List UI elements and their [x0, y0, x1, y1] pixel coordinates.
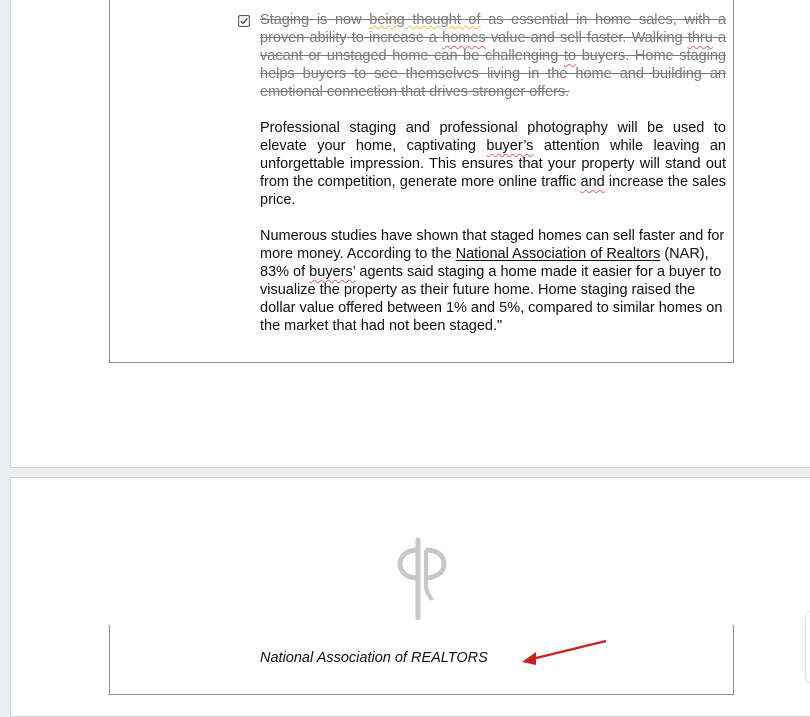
text-run: buyers. Home staging helps buyers to see themselves living in the home and building an emotional connection that drives stronger offers.: [260, 48, 726, 100]
spellcheck-flagged-word: to: [563, 48, 577, 64]
side-panel-handle[interactable]: [806, 612, 810, 682]
text-run: Numerous studies have shown that staged homes can sell faster and for more money. According to the: [260, 228, 725, 262]
red-arrow-annotation: [516, 638, 611, 668]
text-run: increase the sales price.: [260, 174, 727, 208]
text-run: attention while leaving an unforgettable impression. This ensures that your property will stand out from the competition, generate more online traffic: [260, 138, 726, 190]
spellcheck-flagged-word: buyer’s: [486, 138, 534, 154]
text-run: agents said staging a home made it easier for a buyer to visualize the property as their future home. Home staging raised the dollar value offered between 1% and 5%, compared to similar homes on the market that had not been staged.": [260, 264, 723, 334]
text-run: (NAR), 83% of: [260, 246, 709, 280]
text-run: value and sell faster. Walking: [485, 30, 688, 46]
hyperlink-text[interactable]: National Association of Realtors: [455, 246, 661, 262]
text-run: Professional staging and professional photography will be used to elevate your home, captivating: [260, 120, 726, 154]
spellcheck-flagged-word: homes: [442, 30, 486, 46]
realtor-r-logo-icon: [396, 536, 450, 620]
text-run: Staging is now: [260, 12, 370, 28]
spellcheck-flagged-word: being thought of: [369, 12, 481, 28]
text-run: a vacant or unstaged home can be challenging: [260, 30, 727, 64]
spellcheck-flagged-word: thru: [687, 30, 713, 46]
text-run: as essential in home sales, with a proven ability to increase a: [260, 12, 726, 46]
image-caption[interactable]: National Association of REALTORS: [260, 650, 488, 666]
checklist-item-text[interactable]: [260, 11, 726, 101]
checkbox-checked-icon[interactable]: [238, 15, 250, 27]
spellcheck-flagged-word: buyers’: [309, 264, 356, 280]
document-page-1: [10, 0, 810, 468]
spellcheck-flagged-word: and: [580, 174, 605, 190]
paragraph-staging-photography[interactable]: [260, 119, 726, 209]
paragraph-nar-studies[interactable]: [260, 227, 726, 335]
document-page-2: [10, 477, 810, 717]
